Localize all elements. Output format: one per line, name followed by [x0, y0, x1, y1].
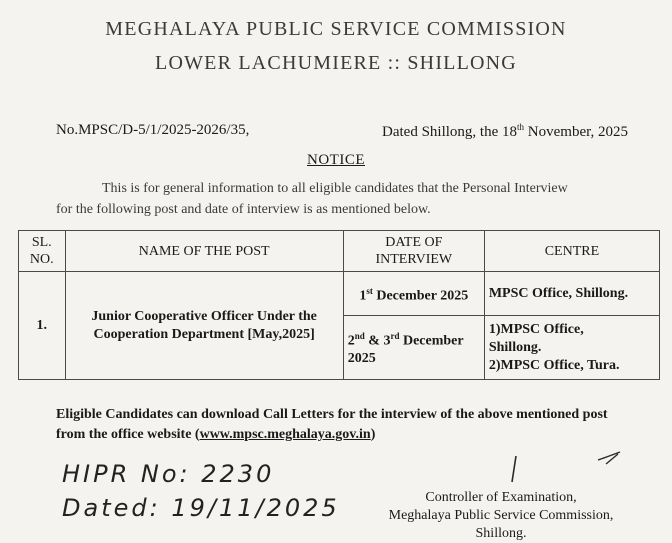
website-link[interactable]: www.mpsc.meghalaya.gov.in [199, 427, 371, 442]
signature-mark [500, 448, 630, 488]
header-centre: CENTRE [484, 231, 659, 272]
download-text: Eligible Candidates can download Call Letters for the interview of the above mentioned post from the office website ( [56, 407, 608, 442]
notice-date [382, 122, 628, 141]
handwritten-memo-number: HIPR No: 2230 [62, 460, 275, 488]
date2-mid: & 3 [364, 333, 391, 349]
signatory-organization: Meghalaya Public Service Commission, [388, 508, 614, 523]
cell-sl-no: 1. [19, 272, 66, 380]
intro-line-2: for the following post and date of interview is as mentioned below. [56, 202, 431, 217]
centre2-line1: 1)MPSC Office, [488, 321, 584, 337]
handwritten-memo-date: Dated: 19/11/2025 [62, 494, 340, 522]
date2-month-year: December 2025 [347, 333, 464, 367]
date1-month-year: December 2025 [372, 288, 469, 304]
date2-day-a: 2 [347, 333, 355, 349]
table-header-row [19, 231, 660, 272]
cell-date-1 [343, 272, 484, 316]
date-suffix: November, 2025 [524, 124, 628, 140]
centre2-line2: Shillong. [488, 339, 542, 355]
signatory-location: Shillong. [475, 526, 527, 541]
intro-line-1: This is for general information to all eligible candidates that the Personal Interview [102, 181, 568, 196]
date1-day: 1 [359, 288, 367, 304]
cell-centre-1: MPSC Office, Shillong. [484, 272, 659, 316]
table-row [19, 272, 660, 316]
download-close: ) [370, 427, 376, 442]
download-instructions [56, 405, 640, 445]
cell-post-name: Junior Cooperative Officer Under the Cooperation Department [May,2025] [65, 272, 343, 380]
header-post-name: NAME OF THE POST [65, 231, 343, 272]
header-interview-date [343, 231, 484, 272]
date2-ordinal-b: rd [390, 330, 400, 341]
organization-name: MEGHALAYA PUBLIC SERVICE COMMISSION [105, 18, 567, 40]
header-sl-line2: NO. [29, 252, 54, 267]
centre2-line3: 2)MPSC Office, Tura. [488, 357, 620, 373]
cell-date-2 [343, 316, 484, 380]
signatory-title: Controller of Examination, [425, 490, 577, 505]
date-prefix: Dated Shillong, the 18 [382, 124, 518, 140]
notice-intro [56, 178, 632, 220]
organization-address: LOWER LACHUMIERE :: SHILLONG [155, 52, 517, 74]
header-date-line1: DATE OF [385, 235, 443, 250]
date2-ordinal-a: nd [354, 330, 365, 341]
date-ordinal: th [517, 122, 525, 132]
date1-ordinal: st [366, 285, 373, 296]
header-date-line2: INTERVIEW [375, 252, 453, 267]
notice-title: NOTICE [307, 152, 365, 168]
signatory-block [372, 489, 630, 543]
cell-centre-2 [484, 316, 659, 380]
reference-number: No.MPSC/D-5/1/2025-2026/35, [56, 122, 250, 138]
header-sl-no [19, 231, 66, 272]
header-sl-line1: SL. [31, 235, 52, 250]
interview-table [18, 230, 660, 380]
